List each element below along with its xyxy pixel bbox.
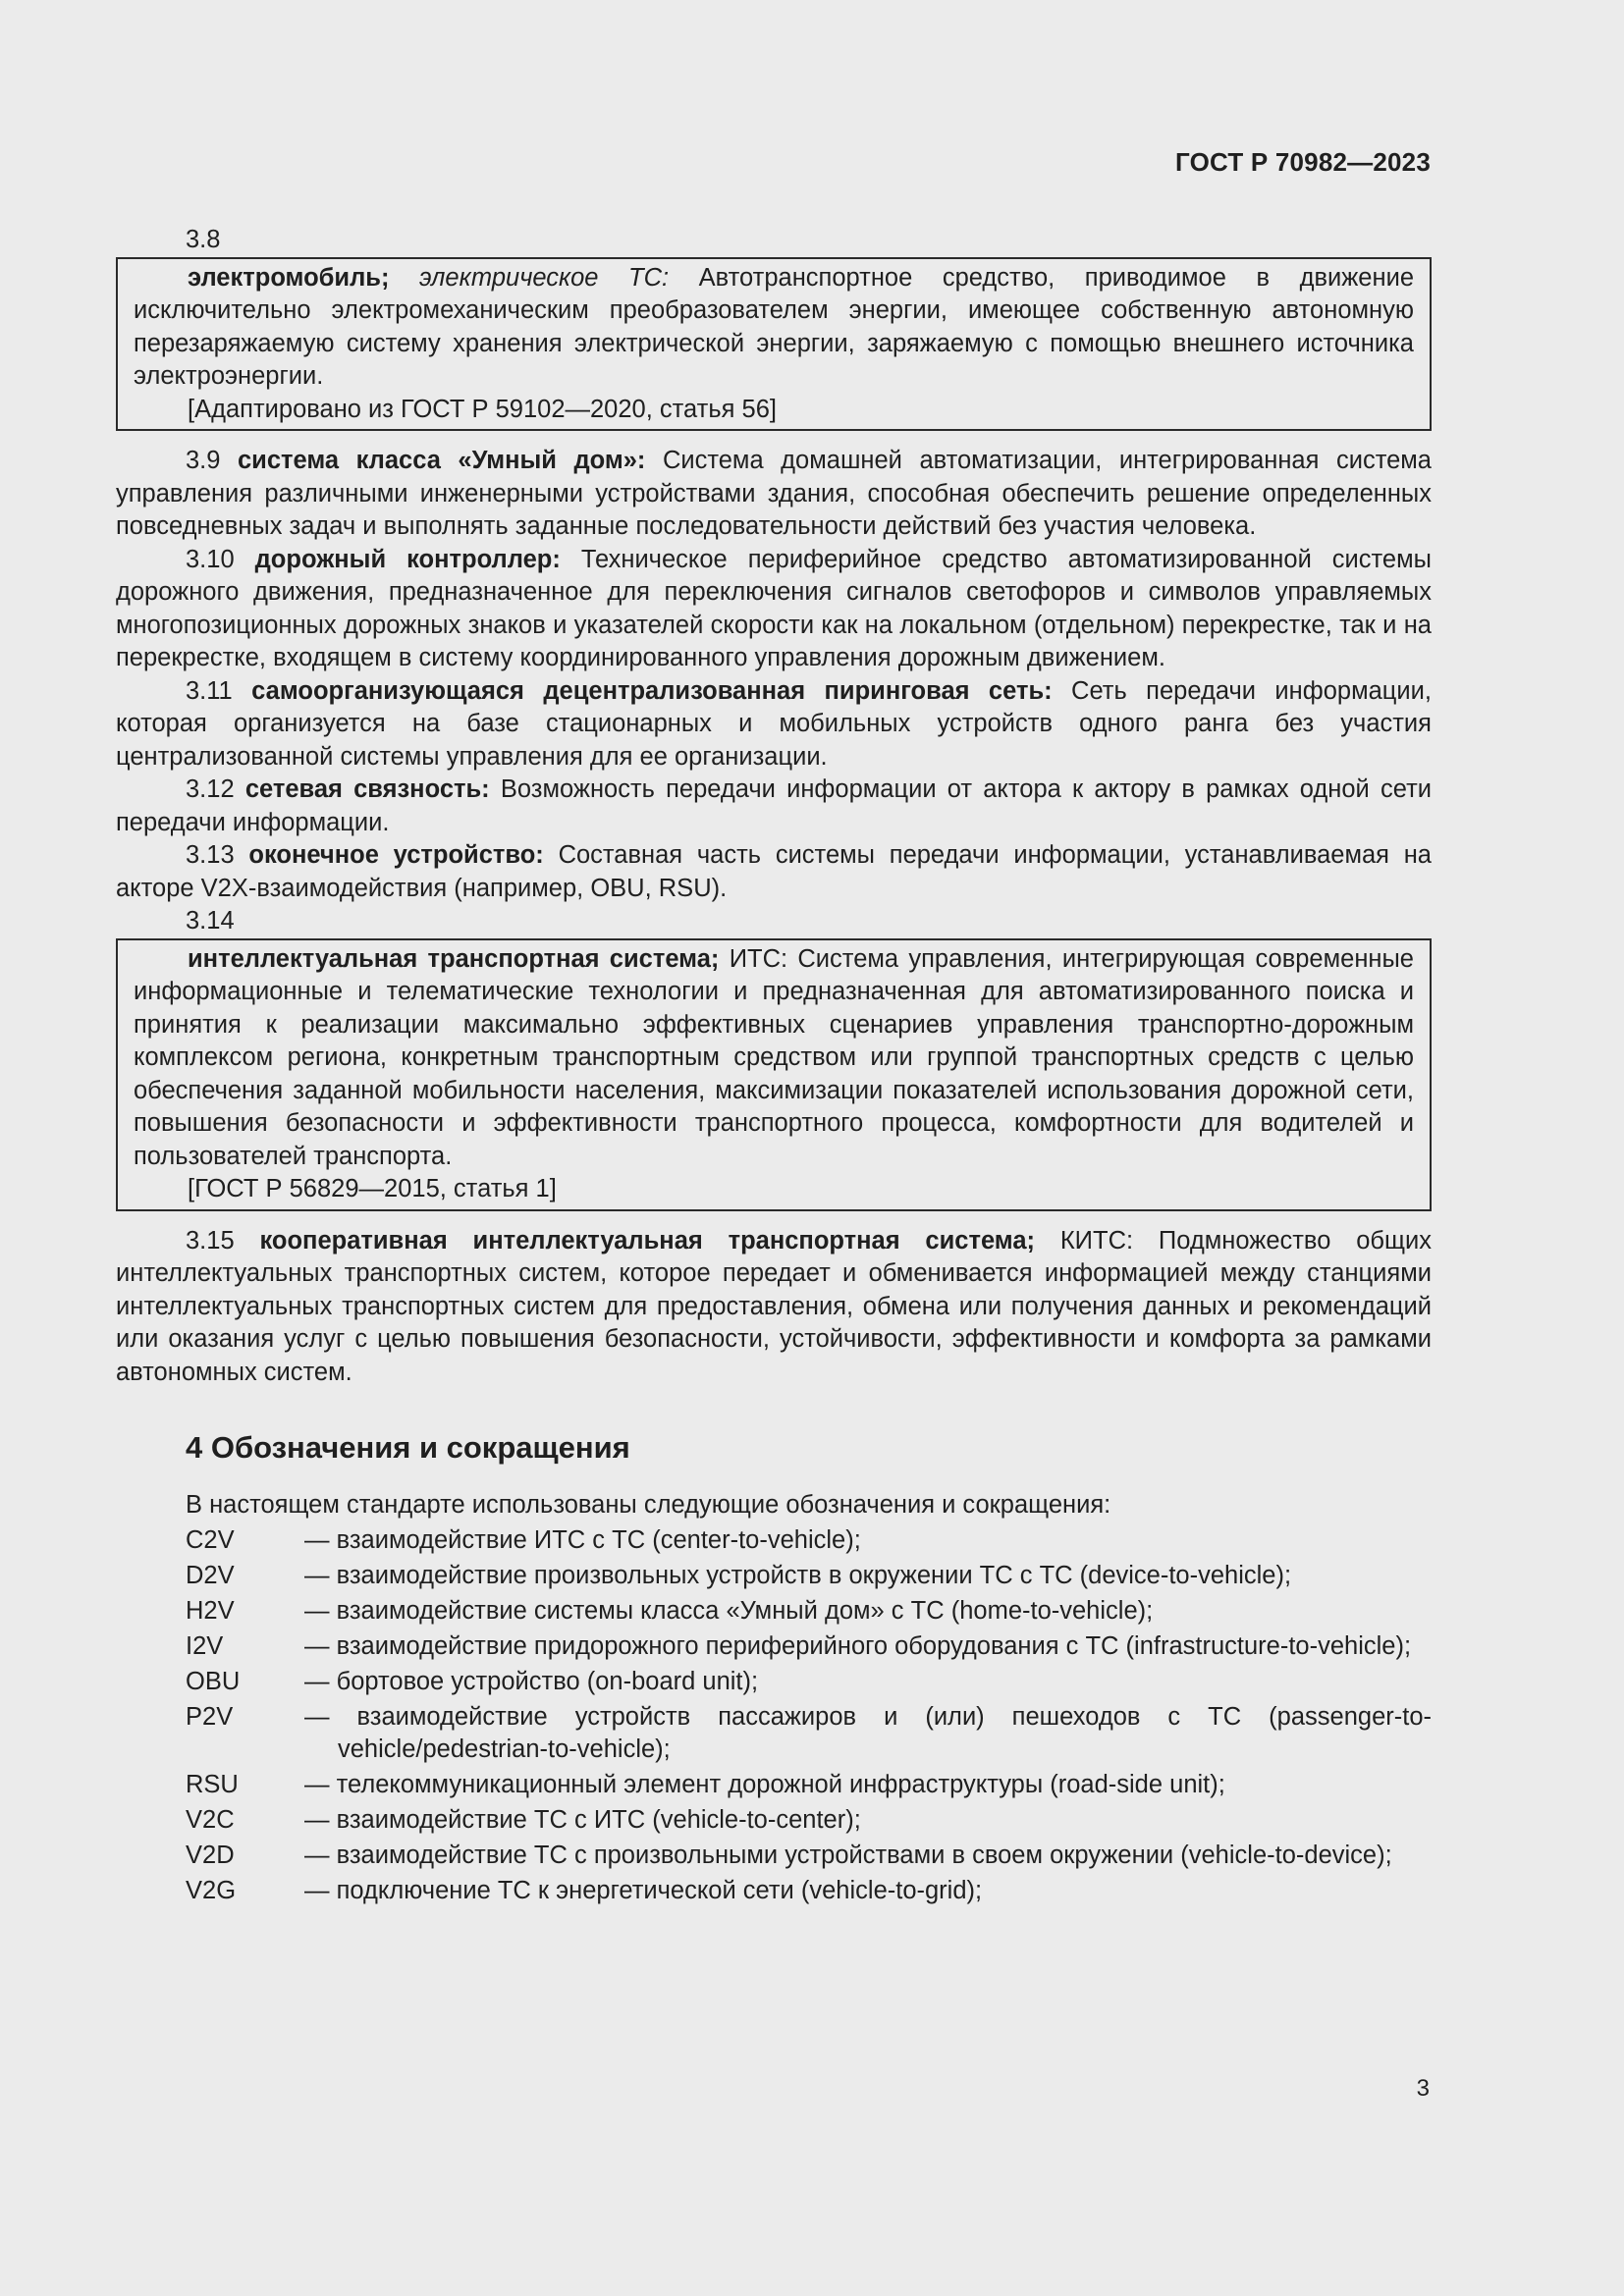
abbreviation-row: [186, 1804, 1432, 1838]
page-number: 3: [1416, 2075, 1430, 2102]
term-3-13-paragraph: [116, 839, 1432, 905]
term-3-15-synonym: КИТС:: [1059, 1226, 1134, 1255]
abbreviation-description: — бортовое устройство (on-board unit);: [304, 1667, 759, 1695]
abbreviation-row: [186, 1630, 1432, 1664]
abbreviation-row: [186, 1840, 1432, 1873]
abbreviation-description: — подключение ТС к энергетической сети (vehicle-to-grid);: [304, 1877, 983, 1904]
term-3-10-term: дорожный контроллер:: [254, 545, 561, 573]
term-3-12-term: сетевая связность:: [244, 775, 490, 803]
abbreviation-row: [186, 1701, 1432, 1767]
term-3-10-paragraph: [116, 544, 1432, 675]
abbreviation-term: I2V: [186, 1631, 224, 1660]
term-3-8-term: электромобиль;: [188, 263, 390, 292]
term-3-9-paragraph: [116, 445, 1432, 544]
abbreviation-term: H2V: [186, 1596, 235, 1625]
abbreviation-term: D2V: [186, 1561, 235, 1589]
term-3-9-term: система класса «Умный дом»:: [237, 447, 646, 474]
abbreviation-term: OBU: [186, 1667, 241, 1695]
term-3-13-number: 3.13: [186, 841, 235, 869]
term-3-14-definition: Система управления, интегрирующая современные информационные и телематические технологии и предназначенная для автоматизированного поиска и принятия к реализации максимально эффективных сценариев управления транспортно-дорожным комплексом региона, конкретным транспортным средством или группой транспортных средств с целью обеспечения заданной мобильности населения, максимизации показателей использования дорожной сети, повышения безопасности и эффективности транспортного процесса, комфортности для водителей и пользователей транспорта.: [134, 944, 1414, 1170]
abbreviation-description: — взаимодействие произвольных устройств в окружении ТС с ТС (device-to-vehicle);: [304, 1561, 1292, 1589]
abbreviation-description: — взаимодействие ИТС с ТС (center-to-vehicle);: [304, 1525, 861, 1554]
abbreviation-term: V2G: [186, 1877, 237, 1904]
abbreviation-term: P2V: [186, 1702, 234, 1731]
section-4-intro: В настоящем стандарте использованы следующие обозначения и сокращения:: [186, 1491, 1111, 1519]
standard-code-header: ГОСТ Р 70982—2023: [1175, 147, 1431, 177]
term-3-15-term: кооперативная интеллектуальная транспортная система;: [259, 1226, 1035, 1255]
term-3-9-definition: Система домашней автоматизации, интегрированная система управления различными инженерными устройствами здания, способная обеспечить решение определенных повседневных задач и выполнять заданные последовательности действий без участия человека.: [116, 447, 1432, 540]
abbreviation-row: [186, 1666, 1432, 1699]
term-3-8-definition: Автотранспортное средство, приводимое в движение исключительно электромеханическим преобразователем энергии, имеющее собственную автономную перезаряжаемую систему хранения электрической энергии, заряжаемую с помощью внешнего источника электроэнергии.: [134, 263, 1414, 390]
term-3-8-paragraph: [134, 262, 1414, 394]
abbreviation-row: [186, 1524, 1432, 1558]
abbreviation-row: [186, 1595, 1432, 1629]
page-content: [116, 224, 1432, 1910]
abbreviation-description: — взаимодействие придорожного периферийного оборудования с ТС (infrastructure-to-vehicle);: [304, 1631, 1412, 1660]
term-3-14-term: интеллектуальная транспортная система;: [188, 944, 720, 973]
term-3-10-number: 3.10: [186, 545, 235, 573]
term-3-9-number: 3.9: [186, 447, 221, 474]
term-3-8-source: [Адаптировано из ГОСТ Р 59102—2020, статья 56]: [188, 395, 777, 423]
abbreviation-description: — взаимодействие ТС с ИТС (vehicle-to-center);: [304, 1806, 861, 1834]
term-3-14-synonym: ИТС:: [729, 944, 788, 973]
abbreviation-row: [186, 1560, 1432, 1593]
abbreviation-term: RSU: [186, 1771, 239, 1798]
abbreviation-row: [186, 1769, 1432, 1802]
term-3-11-definition: Сеть передачи информации, которая организуется на базе стационарных и мобильных устройств одного ранга без участия централизованной системы управления для ее организации.: [116, 676, 1432, 771]
term-3-13-definition: Составная часть системы передачи информации, устанавливаемая на акторе V2X-взаимодействия (например, OBU, RSU).: [116, 841, 1432, 902]
abbreviation-description: — взаимодействие ТС с произвольными устройствами в своем окружении (vehicle-to-device);: [304, 1842, 1392, 1869]
term-3-14-source: [ГОСТ Р 56829—2015, статья 1]: [188, 1175, 557, 1202]
abbreviation-description: — взаимодействие устройств пассажиров и (или) пешеходов с ТС (passenger-to-vehicle/pedestrian-to-vehicle);: [304, 1702, 1432, 1763]
term-3-14-paragraph: [134, 943, 1414, 1174]
term-3-12-number: 3.12: [186, 775, 235, 803]
term-3-13-term: оконечное устройство:: [248, 841, 544, 869]
abbreviation-term: V2C: [186, 1806, 235, 1834]
term-3-10-definition: Техническое периферийное средство автоматизированной системы дорожного движения, предназначенное для переключения сигналов светофоров и символов управляемых многопозиционных дорожных знаков и указателей скорости как на локальном (отдельном) перекрестке, так и на перекрестке, входящем в систему координированного управления дорожным движением.: [116, 545, 1432, 671]
term-3-12-definition: Возможность передачи информации от актора к актору в рамках одной сети передачи информации.: [116, 775, 1432, 836]
term-number-3-8: 3.8: [186, 226, 221, 253]
term-3-11-term: самоорганизующаяся децентрализованная пиринговая сеть:: [251, 676, 1053, 705]
term-box-3-14: [116, 938, 1432, 1211]
term-box-3-8: [116, 257, 1432, 432]
term-number-3-14: 3.14: [186, 907, 235, 934]
term-3-15-paragraph: [116, 1225, 1432, 1390]
term-3-8-synonym: электрическое ТС:: [419, 263, 670, 292]
term-3-12-paragraph: [116, 774, 1432, 839]
abbreviation-term: V2D: [186, 1842, 235, 1869]
term-3-11-number: 3.11: [186, 676, 233, 705]
abbreviation-list: [116, 1524, 1432, 1908]
abbreviation-description: — взаимодействие системы класса «Умный дом» с ТС (home-to-vehicle);: [304, 1596, 1154, 1625]
section-4-heading: 4 Обозначения и сокращения: [186, 1430, 630, 1465]
term-3-11-paragraph: [116, 675, 1432, 774]
term-3-15-definition: Подмножество общих интеллектуальных транспортных систем, которое передает и обменивается информацией между станциями интеллектуальных транспортных систем для предоставления, обмена или получения данных и рекомендаций или оказания услуг с целью повышения безопасности, устойчивости, эффективности и комфорта за рамками автономных систем.: [116, 1226, 1432, 1386]
abbreviation-term: C2V: [186, 1525, 235, 1554]
term-3-15-number: 3.15: [186, 1226, 235, 1255]
abbreviation-description: — телекоммуникационный элемент дорожной инфраструктуры (road-side unit);: [304, 1771, 1225, 1798]
abbreviation-row: [186, 1875, 1432, 1908]
